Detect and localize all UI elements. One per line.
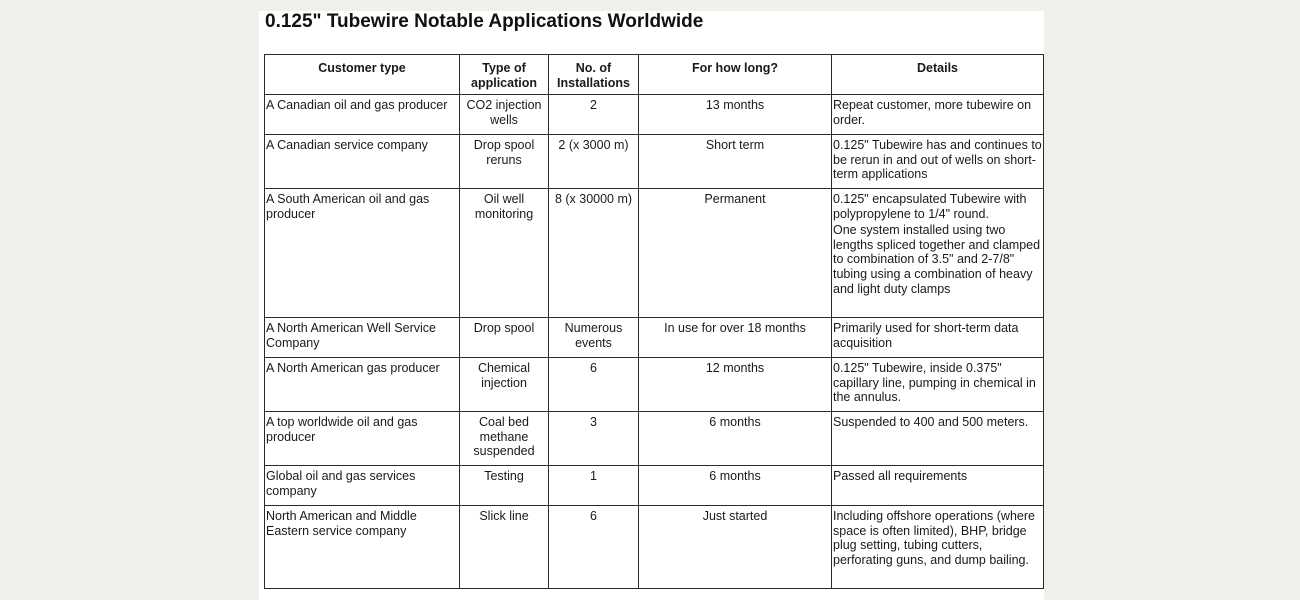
cell-customer-type: A top worldwide oil and gas producer — [265, 412, 460, 466]
document-page — [259, 11, 1044, 600]
cell-duration: In use for over 18 months — [639, 318, 832, 358]
table-row — [265, 358, 1044, 412]
cell-duration: 12 months — [639, 358, 832, 412]
table-row — [265, 135, 1044, 189]
table-row — [265, 95, 1044, 135]
cell-details — [832, 412, 1044, 466]
cell-application: Testing — [460, 466, 549, 506]
table-row — [265, 189, 1044, 318]
details-paragraph: Including offshore operations (where space is often limited), BHP, bridge plug setting, tubing cutters, perforating guns, and dump bailing. — [833, 509, 1035, 567]
cell-application: CO2 injection wells — [460, 95, 549, 135]
cell-details — [832, 358, 1044, 412]
cell-duration: Permanent — [639, 189, 832, 318]
cell-installations: 1 — [549, 466, 639, 506]
cell-customer-type: A South American oil and gas producer — [265, 189, 460, 318]
cell-details — [832, 506, 1044, 589]
header-installations: No. of Installations — [549, 55, 639, 95]
details-paragraph: 0.125" encapsulated Tubewire with polypropylene to 1/4" round. — [833, 192, 1027, 221]
header-duration: For how long? — [639, 55, 832, 95]
cell-installations: 6 — [549, 506, 639, 589]
table-body — [265, 95, 1044, 589]
details-paragraph: One system installed using two lengths spliced together and clamped to combination of 3.5" and 2-7/8" tubing using a combination of heavy and light duty clamps — [833, 223, 1041, 296]
cell-customer-type: A Canadian service company — [265, 135, 460, 189]
cell-details — [832, 135, 1044, 189]
cell-details — [832, 466, 1044, 506]
cell-application: Drop spool — [460, 318, 549, 358]
cell-details — [832, 189, 1044, 318]
table-header-row — [265, 55, 1044, 95]
cell-customer-type: A North American gas producer — [265, 358, 460, 412]
details-paragraph: Repeat customer, more tubewire on order. — [833, 98, 1032, 127]
cell-customer-type: A Canadian oil and gas producer — [265, 95, 460, 135]
details-paragraph: 0.125" Tubewire, inside 0.375" capillary line, pumping in chemical in the annulus. — [833, 361, 1036, 405]
cell-application: Chemical injection — [460, 358, 549, 412]
header-customer-type: Customer type — [265, 55, 460, 95]
cell-installations: 6 — [549, 358, 639, 412]
cell-duration: 6 months — [639, 412, 832, 466]
cell-installations: Numerous events — [549, 318, 639, 358]
cell-application: Oil well monitoring — [460, 189, 549, 318]
cell-duration: Just started — [639, 506, 832, 589]
cell-application: Drop spool reruns — [460, 135, 549, 189]
cell-application: Coal bed methane suspended — [460, 412, 549, 466]
cell-installations: 2 (x 3000 m) — [549, 135, 639, 189]
cell-application: Slick line — [460, 506, 549, 589]
header-type-of-application: Type of application — [460, 55, 549, 95]
applications-table — [264, 54, 1044, 589]
cell-details — [832, 95, 1044, 135]
document-title: 0.125" Tubewire Notable Applications Worldwide — [265, 11, 704, 32]
cell-customer-type: North American and Middle Eastern service company — [265, 506, 460, 589]
table-row — [265, 318, 1044, 358]
cell-details — [832, 318, 1044, 358]
cell-installations: 2 — [549, 95, 639, 135]
details-paragraph: Passed all requirements — [833, 469, 968, 483]
table-row — [265, 412, 1044, 466]
cell-customer-type: A North American Well Service Company — [265, 318, 460, 358]
details-paragraph: Primarily used for short-term data acquisition — [833, 321, 1019, 350]
header-details: Details — [832, 55, 1044, 95]
details-paragraph: 0.125" Tubewire has and continues to be rerun in and out of wells on short-term applications — [833, 138, 1042, 182]
cell-customer-type: Global oil and gas services company — [265, 466, 460, 506]
cell-installations: 8 (x 30000 m) — [549, 189, 639, 318]
table-row — [265, 506, 1044, 589]
cell-duration: Short term — [639, 135, 832, 189]
table-row — [265, 466, 1044, 506]
details-paragraph: Suspended to 400 and 500 meters. — [833, 415, 1029, 429]
cell-installations: 3 — [549, 412, 639, 466]
cell-duration: 13 months — [639, 95, 832, 135]
cell-duration: 6 months — [639, 466, 832, 506]
